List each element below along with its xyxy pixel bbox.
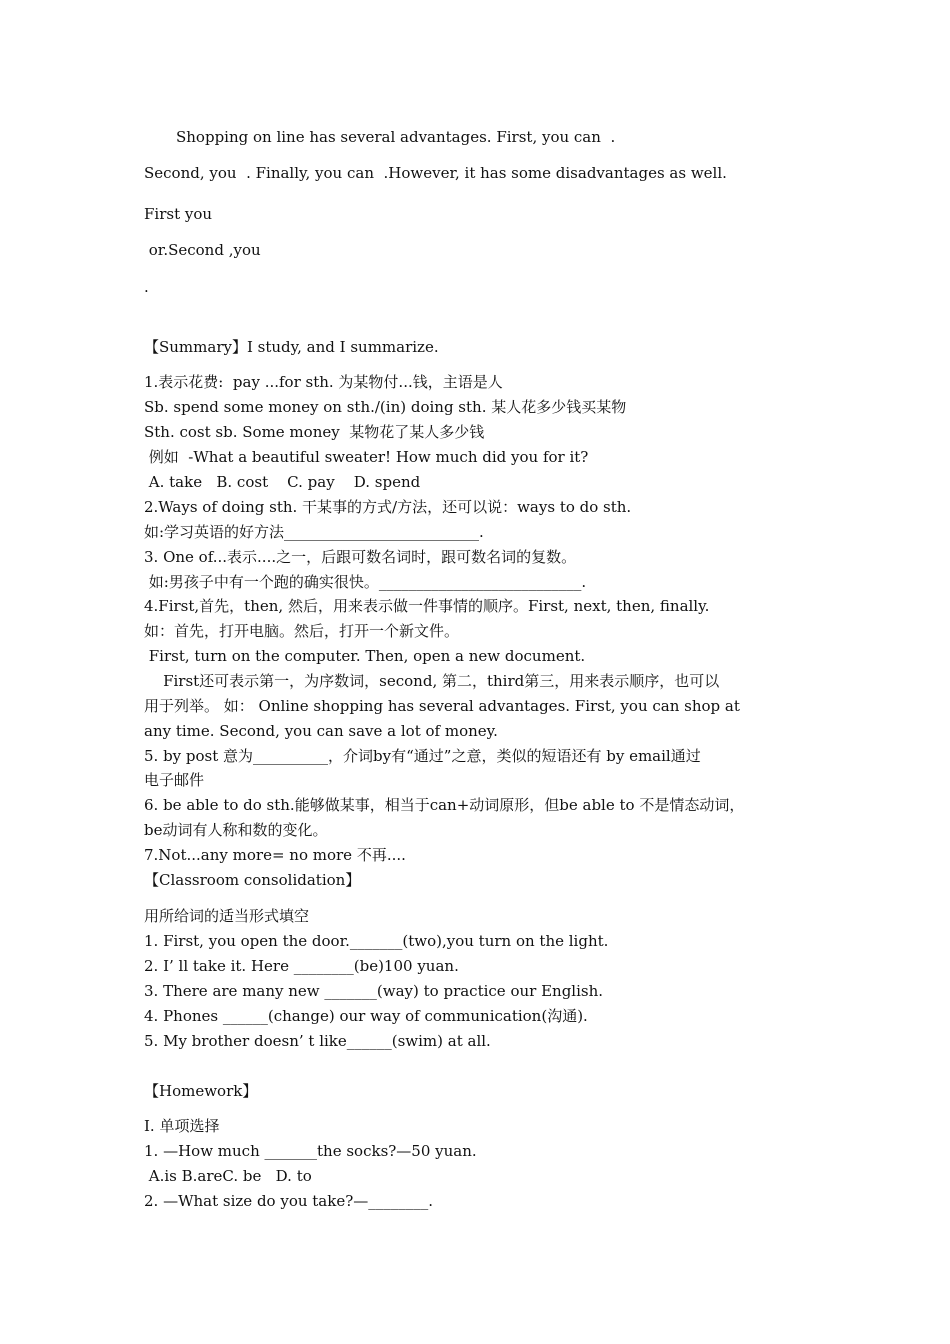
summary-line: Sth. cost sb. Some money 某物花了某人多少钱	[144, 423, 485, 441]
exercise-item: 1. First, you open the door._______(two),you turn on the light.	[144, 932, 609, 950]
homework-section-title: I. 单项选择	[144, 1117, 220, 1135]
exercise-item: 3. There are many new _______(way) to practice our English.	[144, 982, 604, 1000]
summary-line: 5. by post 意为__________，介词by有“通过”之意，类似的短语还有 by email通过	[144, 747, 701, 765]
exercise-item: 2. I’ ll take it. Here ________(be)100 yuan.	[144, 957, 459, 975]
summary-line: First, turn on the computer. Then, open a new document.	[144, 647, 586, 665]
writing-line-4: or.Second ,you	[144, 241, 261, 259]
exercise-item: 5. My brother doesn’ t like______(swim) at all.	[144, 1032, 491, 1050]
consolidation-instruction: 用所给词的适当形式填空	[144, 907, 310, 925]
summary-line: 1.表示花费: pay ...for sth. 为某物付...钱，主语是人	[144, 373, 503, 391]
summary-line: A. take B. cost C. pay D. spend	[144, 473, 421, 491]
summary-line: 2.Ways of doing sth. 干某事的方式/方法，还可以说：ways to do sth.	[144, 498, 632, 516]
summary-line: 例如 -What a beautiful sweater! How much did you for it?	[144, 448, 589, 466]
writing-line-5: .	[144, 278, 149, 296]
writing-line-3: First you	[144, 205, 213, 223]
summary-line: be动词有人称和数的变化。	[144, 821, 328, 839]
summary-line: 如:学习英语的好方法__________________________.	[144, 523, 484, 541]
writing-line-2: Second, you . Finally, you can .However, it has some disadvantages as well.	[144, 164, 727, 182]
exercise-item: 4. Phones ______(change) our way of communication(沟通).	[144, 1007, 588, 1025]
summary-heading: 【Summary】I study, and I summarize.	[144, 338, 439, 356]
summary-line: 7.Not...any more= no more 不再....	[144, 846, 406, 864]
homework-item: 2. —What size do you take?—________.	[144, 1192, 434, 1210]
homework-heading: 【Homework】	[144, 1082, 258, 1100]
summary-line: 3. One of...表示....之一，后跟可数名词时，跟可数名词的复数。	[144, 548, 577, 566]
summary-line: 如:男孩子中有一个跑的确实很快。___________________________.	[144, 573, 587, 591]
homework-item: A.is B.areC. be D. to	[144, 1167, 312, 1185]
homework-item: 1. —How much _______the socks?—50 yuan.	[144, 1142, 477, 1160]
writing-line-1: Shopping on line has several advantages. First, you can .	[176, 128, 616, 146]
summary-line: First还可表示第一，为序数词，second, 第二，third第三，用来表示顺序，也可以	[144, 672, 720, 690]
summary-line: 6. be able to do sth.能够做某事，相当于can+动词原形，但be able to 不是情态动词，	[144, 796, 745, 814]
summary-line: 电子邮件	[144, 771, 205, 789]
summary-line: 4.First,首先，then, 然后，用来表示做一件事情的顺序。First, next, then, finally.	[144, 597, 710, 615]
summary-line: 用于列举。 如： Online shopping has several advantages. First, you can shop at	[144, 697, 740, 715]
summary-line: Sb. spend some money on sth./(in) doing sth. 某人花多少钱买某物	[144, 398, 627, 416]
consolidation-heading: 【Classroom consolidation】	[144, 871, 361, 889]
summary-line: 如：首先，打开电脑。然后，打开一个新文件。	[144, 622, 460, 640]
summary-line: any time. Second, you can save a lot of money.	[144, 722, 498, 740]
